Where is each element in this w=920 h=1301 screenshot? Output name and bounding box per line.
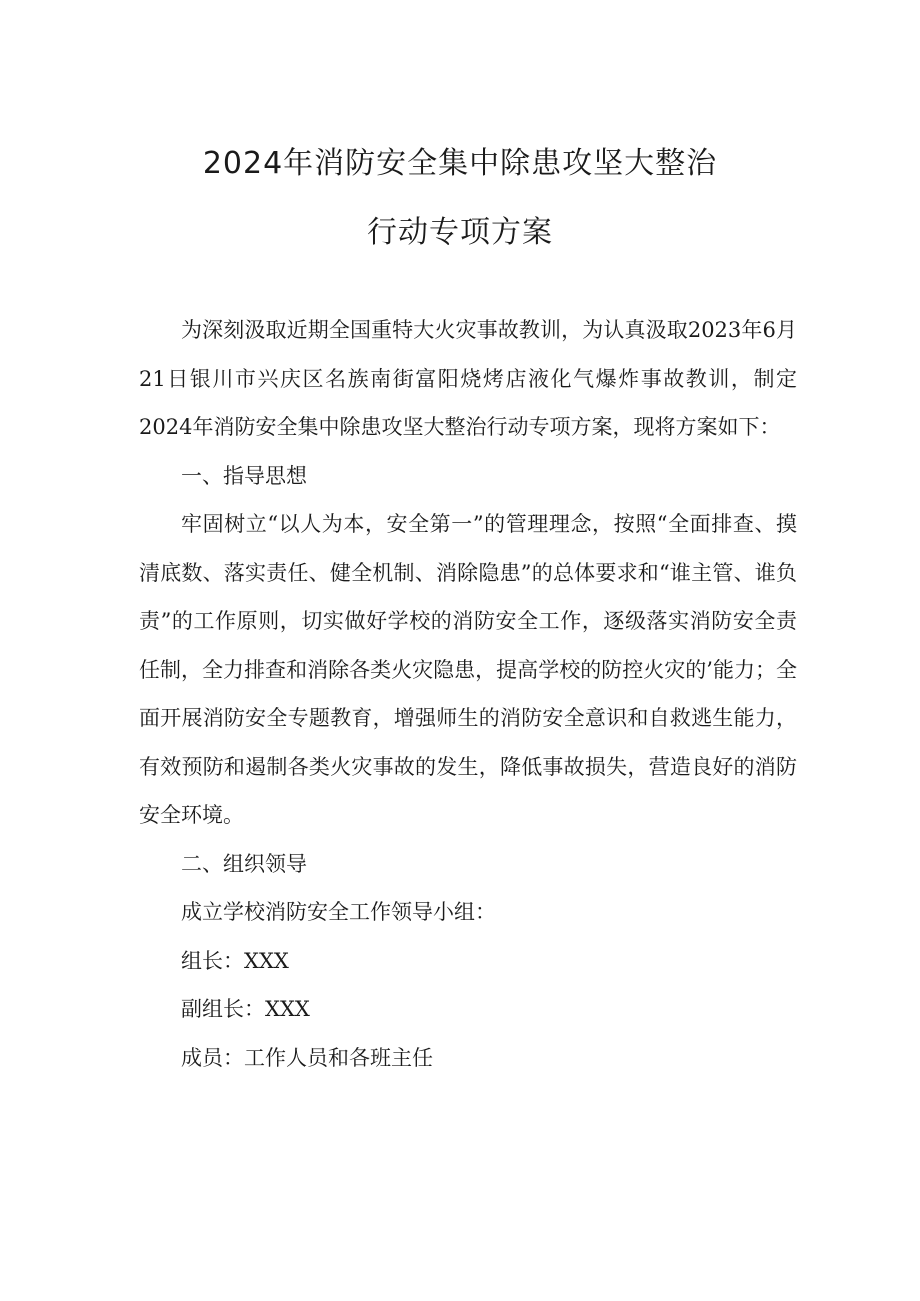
deputy-leader-line: 副组长：XXX <box>181 997 310 1021</box>
document-title-line2: 行动专项方案 <box>367 215 553 250</box>
section2-heading: 二、组织领导 <box>181 851 307 876</box>
leader-line: 组长：XXX <box>181 948 289 973</box>
section1-paragraph: 牢固树立“以人为本，安全第一”的管理理念，按照“全面排查、摸清底数、落实责任、健全机制、消除隐患”的总体要求和“谁主管、谁负责”的工作原则，切实做好学校的消防安全工作，逐级落实消防安全责任制，全力排查和消除各类火灾隐患，提高学校的防控火灾的’能力；全面开展消防安全专题教育，增强师生的消防安全意识和自救逃生能力，有效预防和遏制各类火灾事故的发生，降低事故损失，营造良好的消防安全环境。 <box>139 512 797 827</box>
document-title-line1: 2024年消防安全集中除患攻坚大整治 <box>202 146 718 181</box>
document-body <box>139 306 797 1082</box>
section2-intro: 成立学校消防安全工作领导小组： <box>181 900 496 924</box>
members-line: 成员：工作人员和各班主任 <box>181 1045 433 1070</box>
intro-paragraph: 为深刻汲取近期全国重特大火灾事故教训，为认真汲取2023年6月21日银川市兴庆区名族南街富阳烧烤店液化气爆炸事故教训，制定2024年消防安全集中除患攻坚大整治行动专项方案，现将方案如下： <box>139 318 797 439</box>
section1-heading: 一、指导思想 <box>181 463 307 488</box>
